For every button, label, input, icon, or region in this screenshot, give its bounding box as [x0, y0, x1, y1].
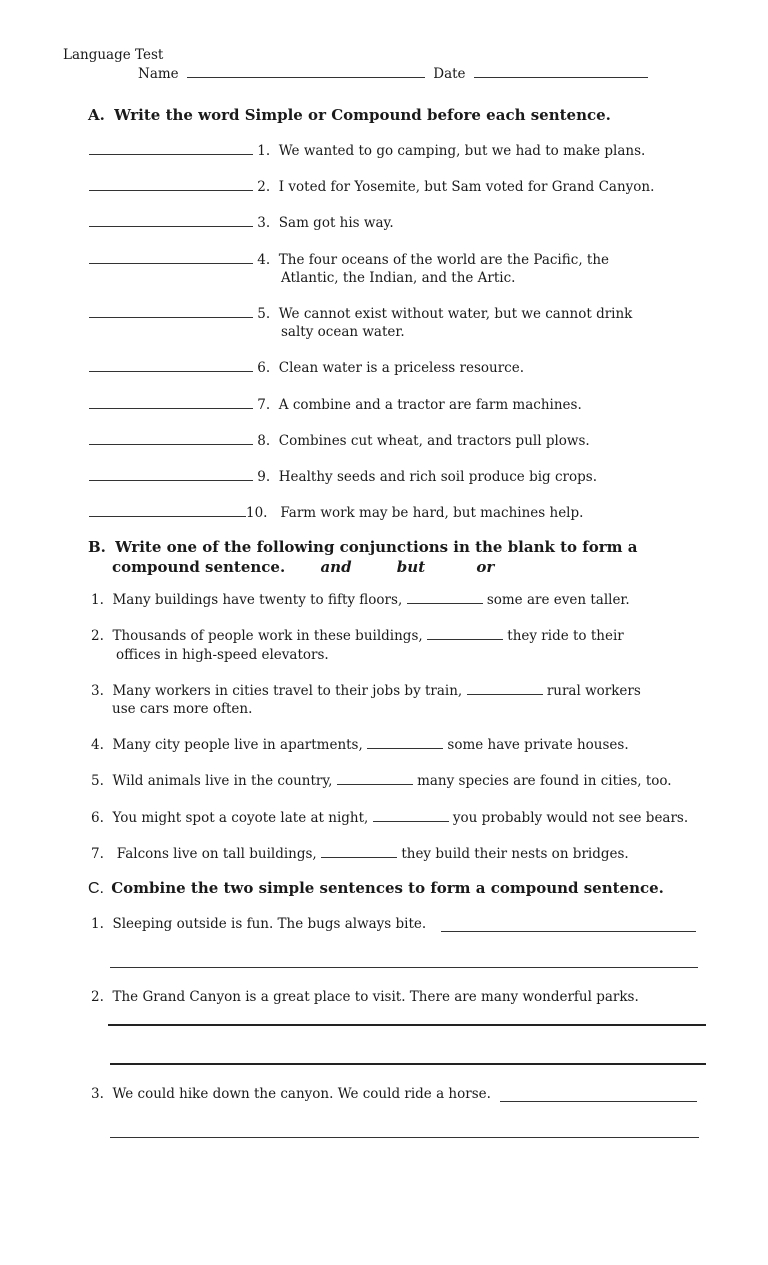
answer-line[interactable] [110, 1063, 706, 1065]
list-item [89, 397, 582, 413]
date-field[interactable] [474, 66, 648, 78]
item-number: 1. [91, 916, 104, 932]
sentence-text: Combines cut wheat, and tractors pull plows. [278, 433, 590, 449]
item-number: 4. [257, 252, 271, 268]
answer-line[interactable] [441, 931, 696, 932]
name-label: Name [138, 66, 179, 82]
conjunction-blank[interactable] [321, 846, 397, 858]
sentence-text: The Grand Canyon is a great place to visit. There are many wonderful parks. [112, 989, 639, 1005]
conjunction-and: and [320, 558, 352, 576]
conjunction-blank[interactable] [367, 737, 443, 749]
date-label: Date [433, 66, 466, 82]
name-row [138, 66, 648, 82]
section-b-heading-line2 [112, 558, 494, 576]
sentence-part: Wild animals live in the country, [112, 773, 333, 789]
section-b-heading [88, 538, 637, 556]
item-number: 2. [257, 179, 271, 195]
sentence-text: The four oceans of the world are the Pacific, the [278, 252, 610, 268]
name-field[interactable] [187, 66, 425, 78]
list-item [89, 179, 654, 195]
list-item [89, 143, 645, 159]
sentence-part: you probably would not see bears. [452, 810, 689, 826]
sentence-part: many species are found in cities, too. [417, 773, 672, 789]
conjunction-blank[interactable] [337, 773, 413, 785]
item-number: 6. [91, 810, 104, 826]
sentence-text: I voted for Yosemite, but Sam voted for Grand Canyon. [278, 179, 655, 195]
list-item [89, 469, 597, 485]
answer-blank[interactable] [89, 306, 253, 318]
sentence-text: Farm work may be hard, but machines help. [280, 505, 584, 521]
answer-line[interactable] [108, 1024, 706, 1026]
list-item [91, 737, 629, 753]
item-number: 7. [257, 397, 271, 413]
section-a-letter: A. [88, 106, 105, 124]
item-number: 1. [91, 592, 104, 608]
sentence-text: Sam got his way. [278, 215, 394, 231]
sentence-part: they build their nests on bridges. [401, 846, 629, 862]
section-b-letter: B. [88, 538, 106, 556]
list-item [89, 252, 609, 268]
sentence-part: Thousands of people work in these buildings, [112, 628, 423, 644]
answer-blank[interactable] [89, 179, 253, 191]
list-item [91, 989, 639, 1005]
item-number: 9. [257, 469, 271, 485]
section-b-title-cont: compound sentence. [112, 558, 286, 576]
sentence-part: Many city people live in apartments, [112, 737, 363, 753]
conjunction-blank[interactable] [407, 592, 483, 604]
answer-blank[interactable] [89, 397, 253, 409]
list-item [91, 810, 688, 826]
sentence-continuation: use cars more often. [112, 701, 253, 717]
list-item [91, 846, 629, 862]
list-item [89, 433, 590, 449]
list-item [91, 683, 641, 699]
item-number: 5. [91, 773, 104, 789]
sentence-part: some have private houses. [447, 737, 629, 753]
sentence-part: Falcons live on tall buildings, [116, 846, 317, 862]
sentence-text: Healthy seeds and rich soil produce big crops. [278, 469, 597, 485]
list-item [91, 628, 624, 644]
sentence-part: Many buildings have twenty to fifty floors, [112, 592, 403, 608]
item-number: 3. [91, 1086, 104, 1102]
item-number: 7. [91, 846, 104, 862]
list-item [91, 773, 672, 789]
item-number: 3. [91, 683, 104, 699]
sentence-continuation: salty ocean water. [281, 324, 405, 340]
sentence-part: You might spot a coyote late at night, [112, 810, 369, 826]
answer-blank[interactable] [89, 252, 253, 264]
list-item [89, 505, 583, 521]
list-item [89, 360, 524, 376]
sentence-text: A combine and a tractor are farm machines. [278, 397, 582, 413]
list-item [91, 592, 630, 608]
answer-blank[interactable] [89, 360, 253, 372]
sentence-part: Many workers in cities travel to their jobs by train, [112, 683, 463, 699]
item-number: 8. [257, 433, 271, 449]
conjunction-or: or [476, 558, 495, 576]
answer-blank[interactable] [89, 469, 253, 481]
item-number: 5. [257, 306, 271, 322]
list-item [89, 215, 394, 231]
section-a-heading [88, 106, 611, 124]
section-c-heading [88, 879, 664, 898]
item-number: 6. [257, 360, 271, 376]
answer-line[interactable] [110, 1137, 699, 1138]
conjunction-blank[interactable] [373, 810, 449, 822]
list-item [91, 916, 426, 932]
section-b-title: Write one of the following conjunctions in the blank to form a [115, 538, 638, 556]
test-title: Language Test [63, 47, 164, 63]
answer-line[interactable] [500, 1101, 697, 1102]
sentence-text: Clean water is a priceless resource. [278, 360, 524, 376]
sentence-continuation: Atlantic, the Indian, and the Artic. [281, 270, 516, 286]
list-item [89, 306, 632, 322]
list-item [91, 1086, 491, 1102]
item-number: 3. [257, 215, 271, 231]
section-a-title: Write the word Simple or Compound before each sentence. [114, 106, 611, 124]
answer-blank[interactable] [89, 433, 253, 445]
conjunction-blank[interactable] [427, 628, 503, 640]
section-c-letter: C. [88, 880, 104, 897]
sentence-text: We could hike down the canyon. We could ride a horse. [112, 1086, 491, 1102]
sentence-text: We wanted to go camping, but we had to make plans. [278, 143, 646, 159]
sentence-text: Sleeping outside is fun. The bugs always bite. [112, 916, 427, 932]
answer-blank[interactable] [89, 215, 253, 227]
answer-blank[interactable] [89, 505, 246, 517]
sentence-continuation: offices in high-speed elevators. [116, 647, 329, 663]
item-number: 4. [91, 737, 104, 753]
sentence-part: rural workers [546, 683, 641, 699]
sentence-part: some are even taller. [486, 592, 630, 608]
answer-line[interactable] [110, 967, 698, 968]
conjunction-blank[interactable] [467, 683, 543, 695]
item-number: 2. [91, 628, 104, 644]
sentence-text: We cannot exist without water, but we cannot drink [278, 306, 633, 322]
item-number: 1. [257, 143, 271, 159]
answer-blank[interactable] [89, 143, 253, 155]
item-number: 10. [246, 505, 268, 521]
section-c-title: Combine the two simple sentences to form a compound sentence. [111, 879, 664, 897]
sentence-part: they ride to their [507, 628, 624, 644]
conjunction-but: but [396, 558, 426, 576]
item-number: 2. [91, 989, 104, 1005]
